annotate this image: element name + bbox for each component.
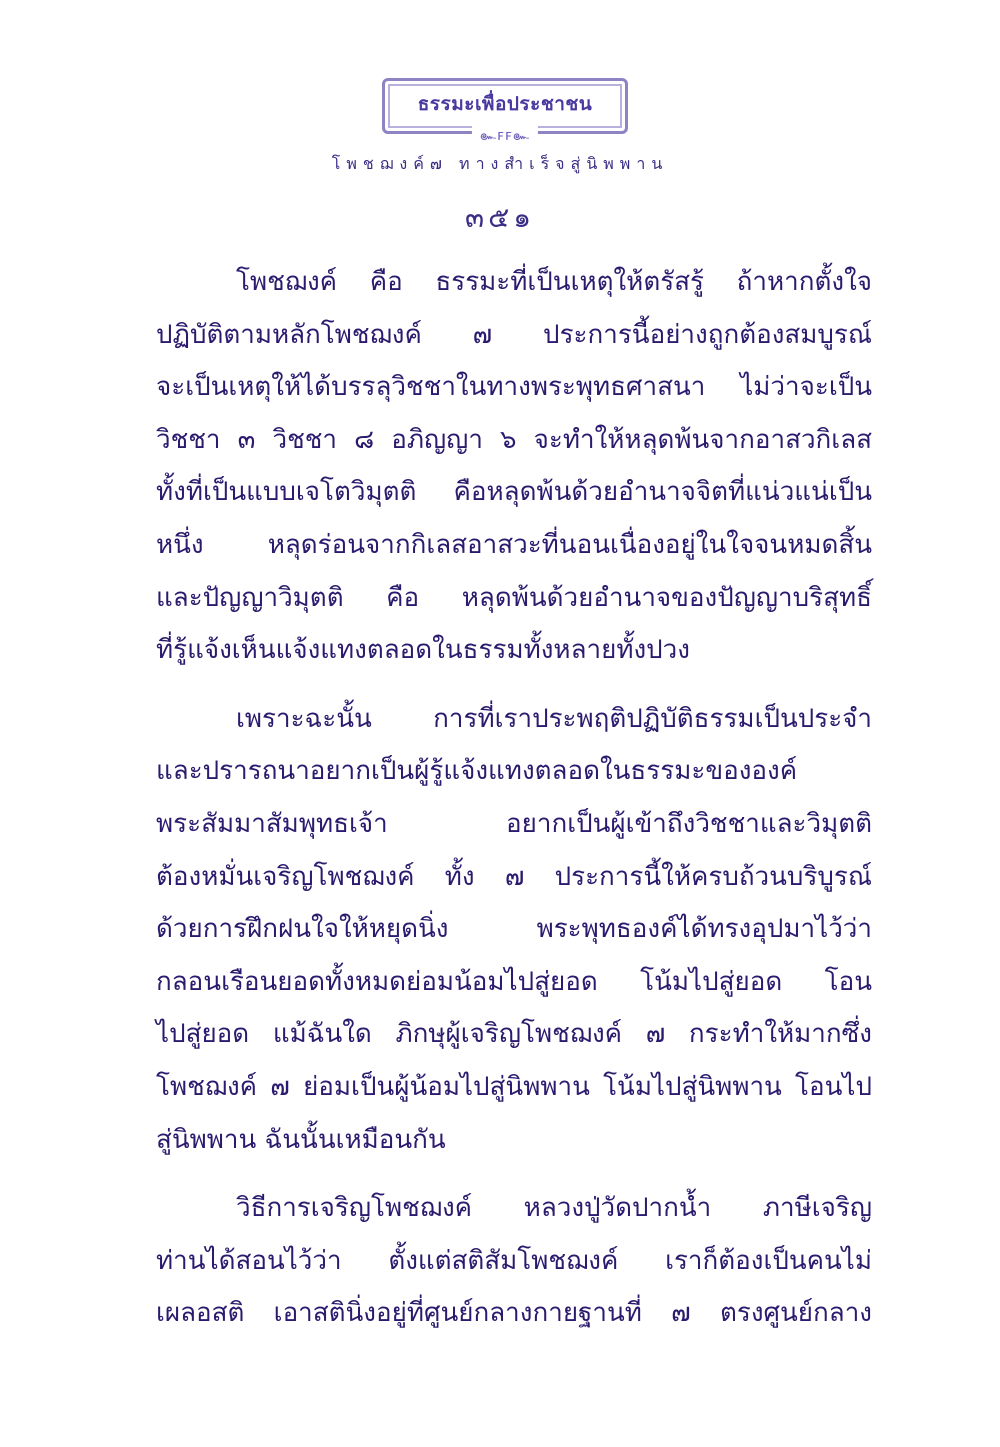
body-text [156,256,872,1356]
text-line: และปัญญาวิมุตติ คือ หลุดพ้นด้วยอำนาจของปัญญาบริสุทธิ์ [156,582,872,613]
text-line: และปรารถนาอยากเป็นผู้รู้แจ้งแทงตลอดในธรรมะขององค์ [156,756,798,787]
text-line: จะเป็นเหตุให้ได้บรรลุวิชชาในทางพระพุทธศาสนา ไม่ว่าจะเป็น [156,372,872,403]
paragraph-2 [156,693,872,1166]
text-line: สู่นิพพาน ฉันนั้นเหมือนกัน [156,1124,446,1155]
text-line: โพชฌงค์ ๗ ย่อมเป็นผู้น้อมไปสู่นิพพาน โน้มไปสู่นิพพาน โอนไป [156,1071,872,1102]
text-line: โพชฌงค์ คือ ธรรมะที่เป็นเหตุให้ตรัสรู้ ถ้าหากตั้งใจ [236,267,872,297]
paragraph-3 [156,1182,872,1340]
paragraph-1 [156,256,872,677]
text-line: เผลอสติ เอาสตินิ่งอยู่ที่ศูนย์กลางกายฐานที่ ๗ ตรงศูนย์กลาง [156,1298,872,1329]
text-line: ต้องหมั่นเจริญโพชฌงค์ ทั้ง ๗ ประการนี้ให้ครบถ้วนบริบูรณ์ [156,861,872,892]
text-line: ท่านได้สอนไว้ว่า ตั้งแต่สติสัมโพชฌงค์ เราก็ต้องเป็นคนไม่ [156,1245,872,1276]
text-line: ไปสู่ยอด แม้ฉันใด ภิกษุผู้เจริญโพชฌงค์ ๗ กระทำให้มากซึ่ง [156,1019,872,1050]
text-line: ที่รู้แจ้งเห็นแจ้งแทงตลอดในธรรมทั้งหลายทั้งปวง [156,635,690,666]
logo-title: ธรรมะเพื่อประชาชน [417,93,593,115]
text-line: กลอนเรือนยอดทั้งหมดย่อมน้อมไปสู่ยอด โน้มไปสู่ยอด โอน [156,966,872,997]
logo-ornament: ๛ꜰꜰ๛ [472,125,538,147]
text-line: วิธีการเจริญโพชฌงค์ หลวงปู่วัดปากน้ำ ภาษีเจริญ [236,1193,872,1224]
text-line: ด้วยการฝึกฝนใจให้หยุดนิ่ง พระพุทธองค์ได้ทรงอุปมาไว้ว่า [156,914,872,945]
text-line: พระสัมมาสัมพุทธเจ้า อยากเป็นผู้เข้าถึงวิชชาและวิมุตติ [156,808,872,839]
page-number: ๓๕๑ [464,201,536,234]
running-header-title: โพชฌงค์๗ ทางสำเร็จสู่นิพพาน [331,154,669,173]
book-header [0,78,1000,144]
text-line: วิชชา ๓ วิชชา ๘ อภิญญา ๖ จะทำให้หลุดพ้นจากอาสวกิเลส [156,424,872,455]
book-logo [382,78,628,144]
text-line: ปฏิบัติตามหลักโพชฌงค์ ๗ ประการนี้อย่างถูกต้องสมบูรณ์ [156,319,872,350]
text-line: หนึ่ง หลุดร่อนจากกิเลสอาสวะที่นอนเนื่องอยู่ในใจจนหมดสิ้น [156,529,872,560]
text-line: เพราะฉะนั้น การที่เราประพฤติปฏิบัติธรรมเป็นประจำ [236,703,872,734]
text-line: ทั้งที่เป็นแบบเจโตวิมุตติ คือหลุดพ้นด้วยอำนาจจิตที่แน่วแน่เป็น [156,477,872,508]
